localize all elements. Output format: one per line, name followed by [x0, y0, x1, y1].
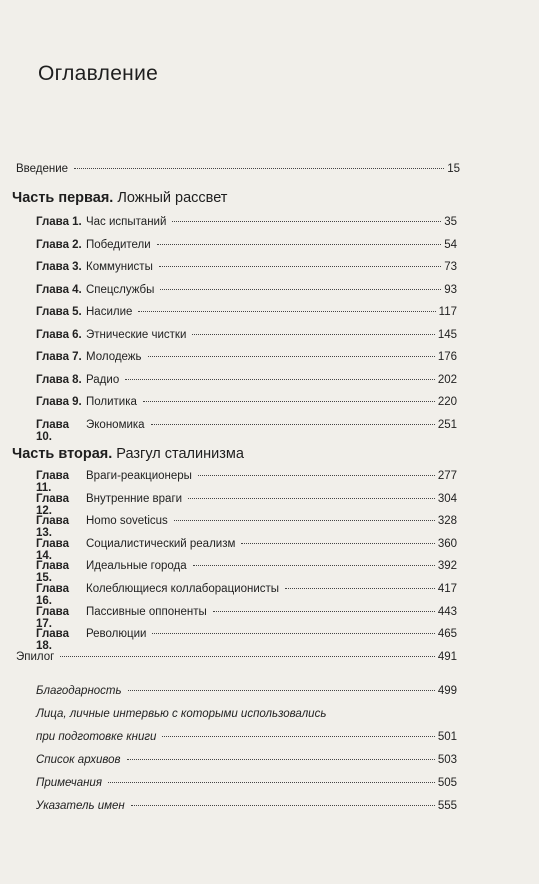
chapter-title: Победители: [86, 238, 151, 251]
leader-dots: [108, 782, 435, 783]
toc-chapter-entry[interactable]: [0, 306, 539, 326]
toc-chapter-entry[interactable]: [0, 605, 539, 630]
toc-chapter-entry[interactable]: [0, 418, 539, 443]
toc-chapter-entry[interactable]: [0, 329, 539, 349]
chapter-page: 304: [437, 492, 457, 505]
leader-dots: [128, 690, 435, 691]
leader-dots: [192, 334, 434, 335]
part-subtitle: Разгул сталинизма: [116, 446, 244, 462]
toc-chapter-entry[interactable]: [0, 374, 539, 394]
toc-chapter-entry[interactable]: [0, 583, 539, 607]
chapter-title: Насилие: [86, 306, 133, 318]
chapter-number: Глава 14.: [36, 537, 69, 562]
chapter-title: Час испытаний: [86, 216, 167, 228]
entry-title-line1: Лица, личные интервью с которыми использовались: [36, 708, 327, 720]
leader-dots: [152, 633, 434, 634]
chapter-title: Враги-реакционеры: [86, 470, 192, 482]
chapter-number: Глава 15.: [36, 560, 69, 585]
chapter-number: Глава 1.: [36, 216, 82, 228]
chapter-title: Революции: [86, 628, 147, 641]
leader-dots: [160, 289, 441, 290]
chapter-number: Глава 9.: [36, 396, 82, 408]
chapter-title: Политика: [86, 396, 137, 408]
chapter-page: 117: [438, 306, 457, 318]
chapter-number: Глава 2.: [36, 238, 82, 251]
entry-title: Список архивов: [36, 754, 121, 766]
chapter-number: Глава 5.: [36, 306, 82, 318]
chapter-title: Спецслужбы: [86, 283, 155, 296]
toc-entry-archives[interactable]: [0, 754, 539, 774]
toc-entry-notes[interactable]: [0, 777, 539, 797]
leader-dots: [172, 221, 441, 222]
chapter-number: Глава 8.: [36, 373, 82, 386]
chapter-page: 145: [437, 328, 457, 341]
toc-chapter-entry[interactable]: [0, 492, 539, 517]
chapter-page: 251: [437, 418, 457, 431]
intro-label: Введение: [16, 163, 69, 175]
chapter-page: 93: [444, 283, 457, 296]
leader-dots: [148, 356, 435, 357]
chapter-page: 392: [437, 560, 457, 573]
chapter-page: 73: [444, 261, 457, 273]
leader-dots: [198, 475, 435, 476]
chapter-title: Социалистический реализм: [86, 537, 236, 550]
chapter-page: 417: [437, 583, 457, 595]
toc-chapter-entry[interactable]: [0, 470, 539, 494]
chapter-page: 35: [444, 216, 457, 228]
toc-chapter-entry[interactable]: [0, 216, 539, 236]
entry-title: Указатель имен: [36, 800, 125, 812]
chapter-page: 176: [437, 351, 457, 363]
chapter-title: Колеблющиеся коллаборационисты: [86, 583, 280, 595]
entry-page: 499: [437, 685, 457, 697]
chapter-number: Глава 3.: [36, 261, 82, 273]
toc-entry-epilogue[interactable]: [0, 651, 539, 671]
chapter-number: Глава 18.: [36, 628, 69, 653]
chapter-number: Глава 4.: [36, 283, 82, 296]
entry-page: 503: [437, 754, 457, 766]
leader-dots: [162, 736, 434, 737]
chapter-title: Молодежь: [86, 351, 142, 363]
part-label: Часть первая.: [12, 190, 114, 206]
entry-title: Благодарность: [36, 685, 122, 697]
toc-chapter-entry[interactable]: [0, 284, 539, 304]
chapter-page: 202: [437, 373, 457, 386]
part-label: Часть вторая.: [12, 446, 113, 462]
entry-title: при подготовке книги: [36, 731, 157, 743]
chapter-title: Экономика: [86, 418, 145, 431]
leader-dots: [285, 588, 435, 589]
leader-dots: [127, 759, 435, 760]
leader-dots: [74, 168, 444, 169]
leader-dots: [131, 805, 435, 806]
chapter-page: 220: [437, 396, 457, 408]
part-subtitle: Ложный рассвет: [117, 190, 228, 206]
page-title: Оглавление: [38, 62, 159, 85]
chapter-title: Этнические чистки: [86, 328, 187, 341]
chapter-title: Пассивные оппоненты: [86, 605, 207, 618]
toc-entry-acknowledgements[interactable]: [0, 685, 539, 705]
chapter-title: Идеальные города: [86, 560, 187, 573]
toc-entry-intro[interactable]: [0, 163, 539, 183]
chapter-number: Глава 10.: [36, 418, 69, 443]
part-heading-2: [12, 446, 244, 462]
leader-dots: [241, 543, 434, 544]
leader-dots: [174, 520, 435, 521]
leader-dots: [157, 244, 442, 245]
chapter-number: Глава 6.: [36, 328, 82, 341]
chapter-number: Глава 17.: [36, 605, 69, 630]
leader-dots: [138, 311, 435, 312]
chapter-title: Коммунисты: [86, 261, 153, 273]
part-heading-1: [12, 190, 227, 206]
chapter-number: Глава 11.: [36, 470, 69, 494]
leader-dots: [143, 401, 435, 402]
entry-title: Примечания: [36, 777, 102, 789]
leader-dots: [213, 611, 435, 612]
leader-dots: [60, 656, 434, 657]
leader-dots: [193, 565, 435, 566]
chapter-number: Глава 16.: [36, 583, 69, 607]
chapter-title: Радио: [86, 373, 120, 386]
entry-page: 501: [437, 731, 457, 743]
toc-chapter-entry[interactable]: [0, 515, 539, 540]
epilogue-page: 491: [437, 651, 457, 663]
toc-entry-interviewees[interactable]: [0, 731, 539, 751]
chapter-page: 443: [437, 605, 457, 618]
chapter-title: Homo soveticus: [86, 515, 168, 528]
chapter-page: 277: [437, 470, 457, 482]
toc-chapter-entry[interactable]: [0, 628, 539, 653]
chapter-number: Глава 7.: [36, 351, 82, 363]
toc-entry-interviewees-line1[interactable]: [0, 708, 539, 728]
toc-chapter-entry[interactable]: [0, 560, 539, 585]
leader-dots: [188, 498, 435, 499]
chapter-number: Глава 12.: [36, 492, 69, 517]
toc-chapter-entry[interactable]: [0, 239, 539, 259]
leader-dots: [159, 266, 441, 267]
leader-dots: [151, 424, 435, 425]
leader-dots: [125, 379, 435, 380]
entry-page: 505: [437, 777, 457, 789]
chapter-page: 328: [437, 515, 457, 528]
epilogue-label: Эпилог: [16, 651, 55, 663]
chapter-number: Глава 13.: [36, 515, 69, 540]
toc-entry-name-index[interactable]: [0, 800, 539, 820]
chapter-page: 54: [444, 238, 457, 251]
chapter-page: 360: [437, 537, 457, 550]
toc-chapter-entry[interactable]: [0, 351, 539, 371]
toc-chapter-entry[interactable]: [0, 396, 539, 416]
toc-chapter-entry[interactable]: [0, 537, 539, 562]
toc-chapter-entry[interactable]: [0, 261, 539, 281]
intro-page: 15: [447, 163, 460, 175]
chapter-title: Внутренние враги: [86, 492, 183, 505]
entry-page: 555: [437, 800, 457, 812]
chapter-page: 465: [437, 628, 457, 641]
